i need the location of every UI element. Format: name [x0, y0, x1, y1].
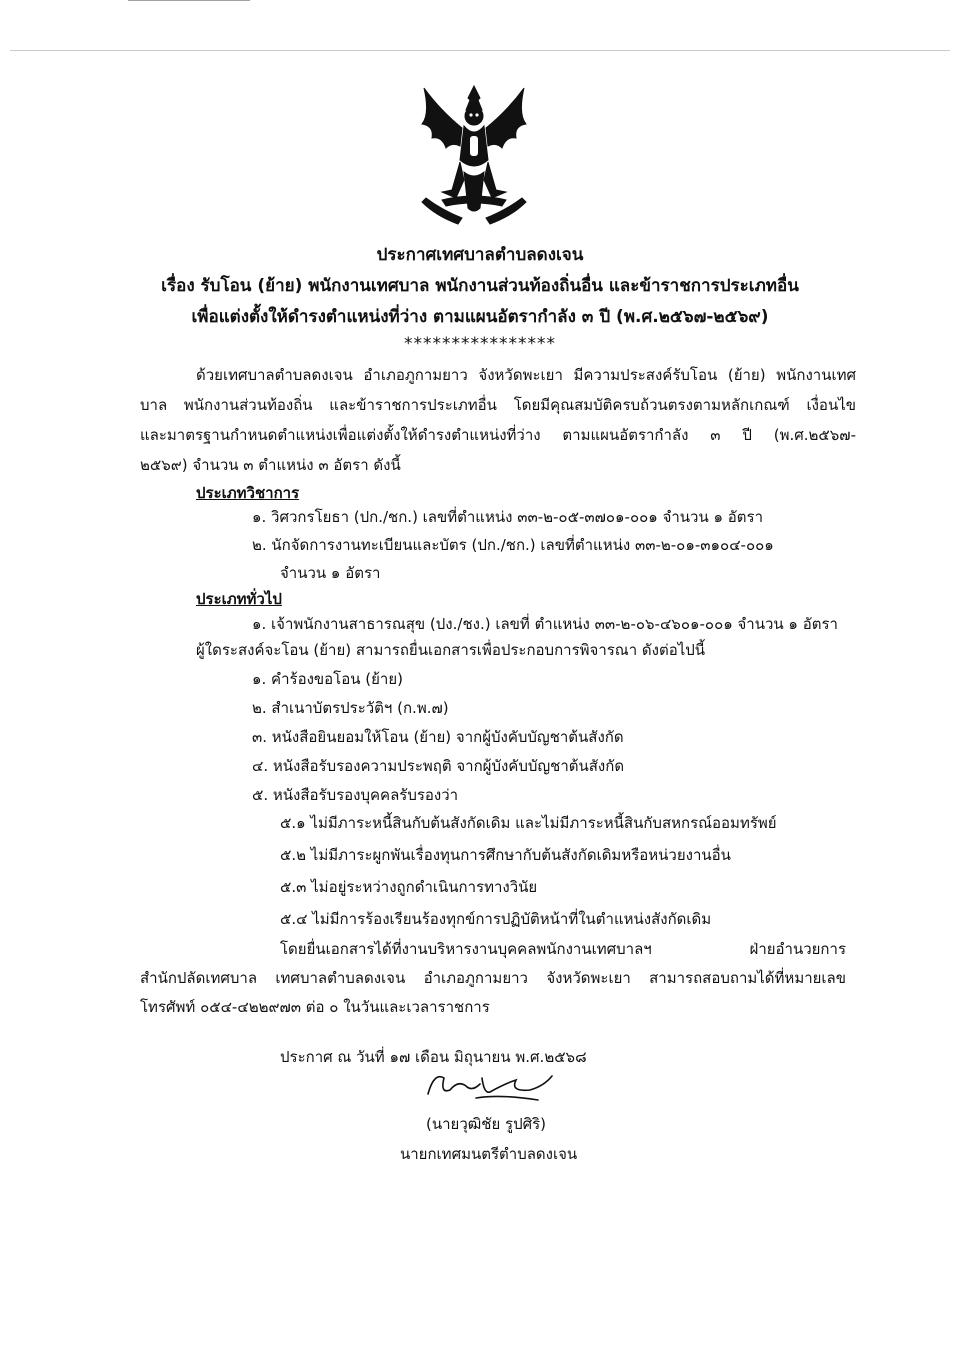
submission-line: โดยยื่นเอกสารได้ที่งานบริหารงานบุคคลพนักงานเทศบาลฯ ฝ่ายอำนวยการ	[280, 940, 846, 958]
general-heading: ประเภททั่วไป	[196, 590, 282, 608]
signatory-position: นายกเทศมนตรีตำบลดงเจน	[400, 1145, 578, 1163]
announcement-title: ประกาศเทศบาลตำบลดงเจน	[376, 245, 584, 265]
academic-item: ๒. นักจัดการงานทะเบียนและบัตร (ปก./ชก.) เลขที่ตำแหน่ง ๓๓-๒-๐๑-๓๑๐๔-๐๐๑	[252, 536, 774, 554]
garuda-emblem	[412, 80, 536, 228]
signature	[420, 1064, 560, 1110]
signatory-name: (นายวุฒิชัย รูปศิริ)	[426, 1115, 547, 1133]
separator-stars: ****************	[404, 334, 556, 354]
document-subitem: ๕.๓ ไม่อยู่ระหว่างถูกดำเนินการทางวินัย	[280, 878, 538, 896]
intro-line: และมาตรฐานกำหนดตำแหน่งเพื่อแต่งตั้งให้ดำรงตำแหน่งที่ว่าง ตามแผนอัตรากำลัง ๓ ปี (พ.ศ.๒๕๖๗-	[140, 426, 856, 444]
document-subitem: ๕.๒ ไม่มีภาระผูกพันเรื่องทุนการศึกษากับต้นสังกัดเดิมหรือหน่วยงานอื่น	[280, 846, 731, 864]
announcement-purpose: เพื่อแต่งตั้งให้ดำรงตำแหน่งที่ว่าง ตามแผนอัตรากำลัง ๓ ปี (พ.ศ.๒๕๖๗-๒๕๖๙)	[191, 307, 769, 327]
submission-line: สำนักปลัดเทศบาล เทศบาลตำบลดงเจน อำเภอภูกามยาว จังหวัดพะเยา สามารถสอบถามได้ที่หมายเลข	[140, 969, 846, 987]
academic-heading: ประเภทวิชาการ	[196, 484, 300, 502]
document-item: ๓. หนังสือยินยอมให้โอน (ย้าย) จากผู้บังคับบัญชาต้นสังกัด	[252, 728, 624, 746]
academic-item: ๑. วิศวกรโยธา (ปก./ชก.) เลขที่ตำแหน่ง ๓๓-๒-๐๕-๓๗๐๑-๐๐๑ จำนวน ๑ อัตรา	[252, 508, 764, 526]
document-item: ๒. สำเนาบัตรประวัติฯ (ก.พ.๗)	[252, 699, 449, 717]
announcement-date: ประกาศ ณ วันที่ ๑๗ เดือน มิถุนายน พ.ศ.๒๕๖๘	[280, 1048, 587, 1066]
document-subitem: ๕.๔ ไม่มีการร้องเรียนร้องทุกข์การปฏิบัติหน้าที่ในตำแหน่งสังกัดเดิม	[280, 910, 712, 928]
document-item: ๑. คำร้องขอโอน (ย้าย)	[252, 670, 403, 688]
general-item: ๑. เจ้าพนักงานสาธารณสุข (ปง./ชง.) เลขที่ ตำแหน่ง ๓๓-๒-๐๖-๔๖๐๑-๐๐๑ จำนวน ๑ อัตรา	[252, 615, 838, 633]
intro-line: บาล พนักงานส่วนท้องถิ่น และข้าราชการประเภทอื่น โดยมีคุณสมบัติครบถ้วนตรงตามหลักเกณฑ์ เงื่อนไข	[140, 396, 856, 414]
academic-item-continued: จำนวน ๑ อัตรา	[280, 564, 381, 582]
document-item: ๕. หนังสือรับรองบุคคลรับรองว่า	[252, 786, 459, 804]
scan-edge-line	[10, 50, 950, 51]
announcement-subject: เรื่อง รับโอน (ย้าย) พนักงานเทศบาล พนักงานส่วนท้องถิ่นอื่น และข้าราชการประเภทอื่น	[161, 276, 799, 296]
intro-line: ๒๕๖๙) จำนวน ๓ ตำแหน่ง ๓ อัตรา ดังนี้	[140, 456, 401, 474]
submission-line: โทรศัพท์ ๐๕๔-๔๒๒๙๗๓ ต่อ ๐ ในวันและเวลาราชการ	[140, 998, 490, 1016]
scan-edge-line	[128, 0, 250, 1]
document-item: ๔. หนังสือรับรองความประพฤติ จากผู้บังคับบัญชาต้นสังกัด	[252, 757, 625, 775]
intro-line: ด้วยเทศบาลตำบลดงเจน อำเภอภูกามยาว จังหวัดพะเยา มีความประสงค์รับโอน (ย้าย) พนักงานเทศ	[196, 366, 856, 384]
document-subitem: ๕.๑ ไม่มีภาระหนี้สินกับต้นสังกัดเดิม และไม่มีภาระหนี้สินกับสหกรณ์ออมทรัพย์	[280, 814, 777, 832]
documents-intro: ผู้ใดระสงค์จะโอน (ย้าย) สามารถยื่นเอกสารเพื่อประกอบการพิจารณา ดังต่อไปนี้	[196, 641, 706, 659]
